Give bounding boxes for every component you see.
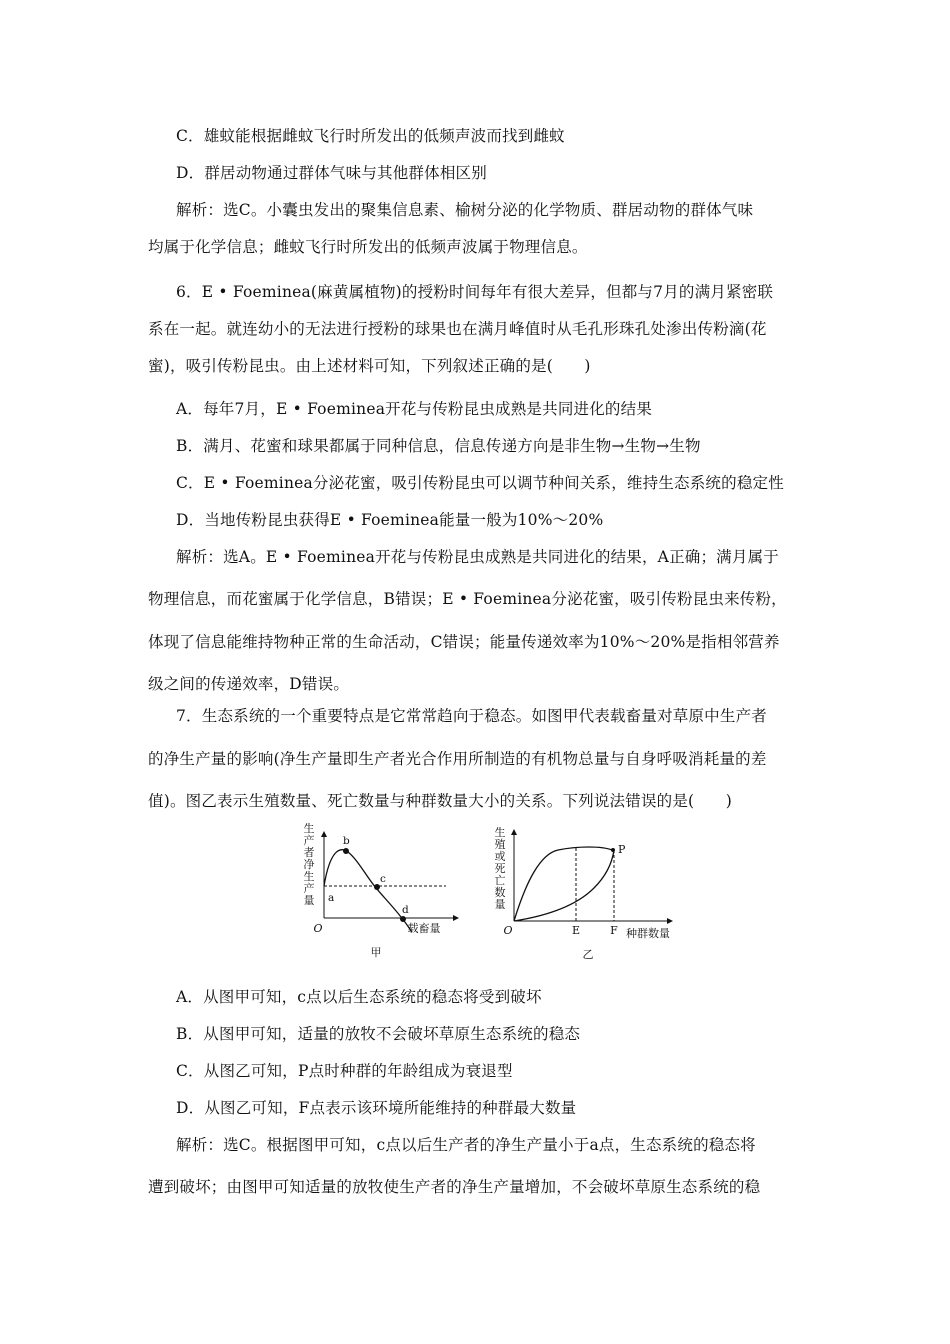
option-d-q5: D．群居动物通过群体气味与其他群体相区别 [176, 164, 487, 182]
yi-xlabel: 种群数量 [626, 927, 670, 940]
yi-origin: O [503, 924, 513, 937]
yi-tick-f: F [610, 924, 618, 937]
analysis-q6-line4: 级之间的传递效率，D错误。 [148, 675, 350, 693]
jia-ylabel-char: 者 [303, 846, 315, 859]
figure-jia [296, 820, 466, 968]
jia-point-d [400, 916, 406, 922]
yi-caption: 乙 [582, 948, 594, 961]
yi-ylabel-char: 或 [494, 850, 506, 863]
yi-tick-e: E [571, 924, 581, 937]
jia-curve [324, 850, 412, 932]
question-6-line3: 蜜)，吸引传粉昆虫。由上述材料可知，下列叙述正确的是( ) [148, 357, 591, 375]
question-7-line2: 的净生产量的影响(净生产量即生产者光合作用所制造的有机物总量与自身呼吸消耗量的差 [148, 750, 767, 768]
jia-ylabel [304, 821, 315, 907]
analysis-q5-line1: 解析：选C。小囊虫发出的聚集信息素、榆树分泌的化学物质、群居动物的群体气味 [176, 201, 754, 219]
option-b-q6: B．满月、花蜜和球果都属于同种信息，信息传递方向是非生物→生物→生物 [176, 437, 701, 455]
yi-ylabel-char: 殖 [494, 838, 506, 851]
jia-ylabel-char: 产 [303, 882, 315, 895]
yi-ylabel-char: 亡 [494, 874, 506, 887]
jia-origin: O [313, 922, 323, 935]
option-a-q7: A．从图甲可知，c点以后生态系统的稳态将受到破坏 [176, 988, 542, 1006]
question-7-line3: 值)。图乙表示生殖数量、死亡数量与种群数量大小的关系。下列说法错误的是( ) [148, 792, 732, 810]
option-c-q5: C．雄蚊能根据雌蚊飞行时所发出的低频声波而找到雌蚊 [176, 127, 565, 145]
figure-yi [496, 820, 686, 968]
yi-ylabel-char: 数 [494, 886, 506, 899]
yi-ylabel-char: 量 [494, 898, 506, 911]
jia-ylabel-char: 净 [303, 858, 315, 871]
analysis-q5-line2: 均属于化学信息；雌蚊飞行时所发出的低频声波属于物理信息。 [148, 238, 588, 256]
jia-ylabel-char: 产 [303, 834, 315, 847]
yi-ylabel-char: 死 [494, 862, 506, 875]
jia-xlabel: 载畜量 [407, 922, 441, 935]
yi-ylabel [495, 825, 506, 911]
jia-label-a: a [328, 892, 335, 904]
analysis-q6-line2: 物理信息，而花蜜属于化学信息，B错误；E • Foeminea分泌花蜜，吸引传粉昆虫来传粉， [148, 590, 787, 608]
analysis-q6-line3: 体现了信息能维持物种正常的生命活动，C错误；能量传递效率为10%～20%是指相邻营养 [148, 633, 780, 651]
yi-ylabel-char: 生 [494, 826, 506, 839]
yi-point-p [611, 848, 615, 852]
yi-death-curve [514, 850, 614, 921]
option-a-q6: A．每年7月，E • Foeminea开花与传粉昆虫成熟是共同进化的结果 [176, 400, 653, 418]
option-c-q7: C．从图乙可知，P点时种群的年龄组成为衰退型 [176, 1062, 513, 1080]
jia-label-d: d [402, 904, 409, 916]
figures [296, 820, 686, 968]
jia-ylabel-char: 生 [303, 870, 315, 883]
jia-point-b [343, 848, 349, 854]
jia-label-c: c [380, 873, 386, 885]
question-6-line2: 系在一起。就连幼小的无法进行授粉的球果也在满月峰值时从毛孔形珠孔处渗出传粉滴(花 [148, 320, 767, 338]
jia-ylabel-char: 量 [303, 894, 315, 907]
jia-label-b: b [343, 835, 350, 847]
option-d-q6: D．当地传粉昆虫获得E • Foeminea能量一般为10%～20% [176, 511, 604, 529]
option-b-q7: B．从图甲可知，适量的放牧不会破坏草原生态系统的稳态 [176, 1025, 581, 1043]
analysis-q7-line2: 遭到破坏；由图甲可知适量的放牧使生产者的净生产量增加，不会破坏草原生态系统的稳 [148, 1178, 761, 1196]
option-d-q7: D．从图乙可知，F点表示该环境所能维持的种群最大数量 [176, 1099, 577, 1117]
jia-ylabel-char: 生 [303, 822, 315, 835]
analysis-q7-line1: 解析：选C。根据图甲可知，c点以后生产者的净生产量小于a点，生态系统的稳态将 [176, 1136, 756, 1154]
question-7-line1: 7．生态系统的一个重要特点是它常常趋向于稳态。如图甲代表载畜量对草原中生产者 [176, 707, 767, 725]
analysis-q6-line1: 解析：选A。E • Foeminea开花与传粉昆虫成熟是共同进化的结果，A正确；满月属于 [176, 548, 779, 566]
question-6-line1: 6．E • Foeminea(麻黄属植物)的授粉时间每年有很大差异，但都与7月的满月紧密联 [176, 283, 774, 301]
option-c-q6: C．E • Foeminea分泌花蜜，吸引传粉昆虫可以调节种间关系，维持生态系统的稳定性 [176, 474, 784, 492]
jia-caption: 甲 [370, 946, 382, 959]
yi-label-p: P [618, 843, 626, 856]
